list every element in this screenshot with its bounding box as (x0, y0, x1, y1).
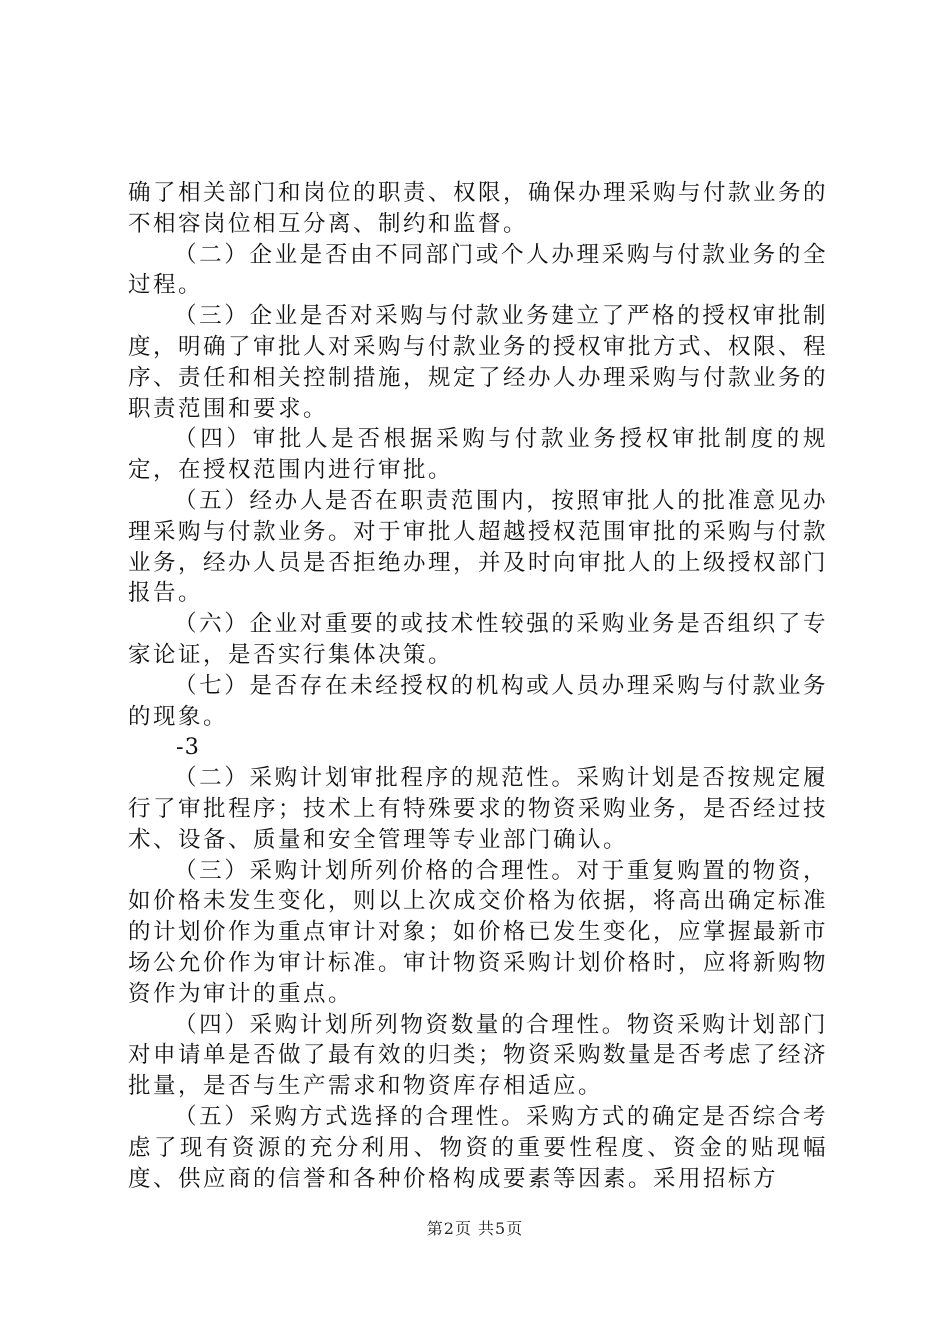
inline-page-marker: -3 (176, 734, 200, 761)
body-text (128, 178, 828, 1194)
paragraph-plan-quantity: （四）采购计划所列物资数量的合理性。物资采购计划部门对申请单是否做了最有效的归类；物资采购数量是否考虑了经济批量，是否与生产需求和物资库存相适应。 (128, 1011, 829, 1100)
page-footer: 第2页 共5页 (426, 1219, 524, 1238)
paragraph-item-2: （二）企业是否由不同部门或个人办理采购与付款业务的全过程。 (128, 241, 828, 299)
paragraph-plan-price: （三）采购计划所列价格的合理性。对于重复购置的物资，如价格未发生变化，则以上次成交价格为依据，将高出确定标准的计划价作为重点审计对象；如价格已发生变化，应掌握最新市场公允价作为审计标准。审计物资采购计划价格时，应将新购物资作为审计的重点。 (128, 857, 829, 1007)
paragraph-purchase-method: （五）采购方式选择的合理性。采购方式的确定是否综合考虑了现有资源的充分利用、物资的重要性程度、资金的贴现幅度、供应商的信誉和各种价格构成要素等因素。采用招标方 (128, 1103, 828, 1192)
paragraph-item-6: （六）企业对重要的或技术性较强的采购业务是否组织了专家论证，是否实行集体决策。 (128, 611, 828, 668)
paragraph-item-7: （七）是否存在未经授权的机构或人员办理采购与付款业务的现象。 (128, 672, 828, 730)
paragraph-item-5: （五）经办人是否在职责范围内，按照审批人的批准意见办理采购与付款业务。对于审批人超越授权范围审批的采购与付款业务，经办人员是否拒绝办理，并及时向审批人的上级授权部门报告。 (128, 487, 829, 607)
paragraph-plan-approval: （二）采购计划审批程序的规范性。采购计划是否按规定履行了审批程序；技术上有特殊要求的物资采购业务，是否经过技术、设备、质量和安全管理等专业部门确认。 (128, 765, 829, 853)
paragraph-item-3: （三）企业是否对采购与付款业务建立了严格的授权审批制度，明确了审批人对采购与付款业务的授权审批方式、权限、程序、责任和相关控制措施，规定了经办人办理采购与付款业务的职责范围和要求。 (128, 303, 829, 422)
paragraph-continuation: 确了相关部门和岗位的职责、权限，确保办理采购与付款业务的不相容岗位相互分离、制约和监督。 (128, 180, 829, 237)
paragraph-item-4: （四）审批人是否根据采购与付款业务授权审批制度的规定，在授权范围内进行审批。 (128, 426, 828, 484)
